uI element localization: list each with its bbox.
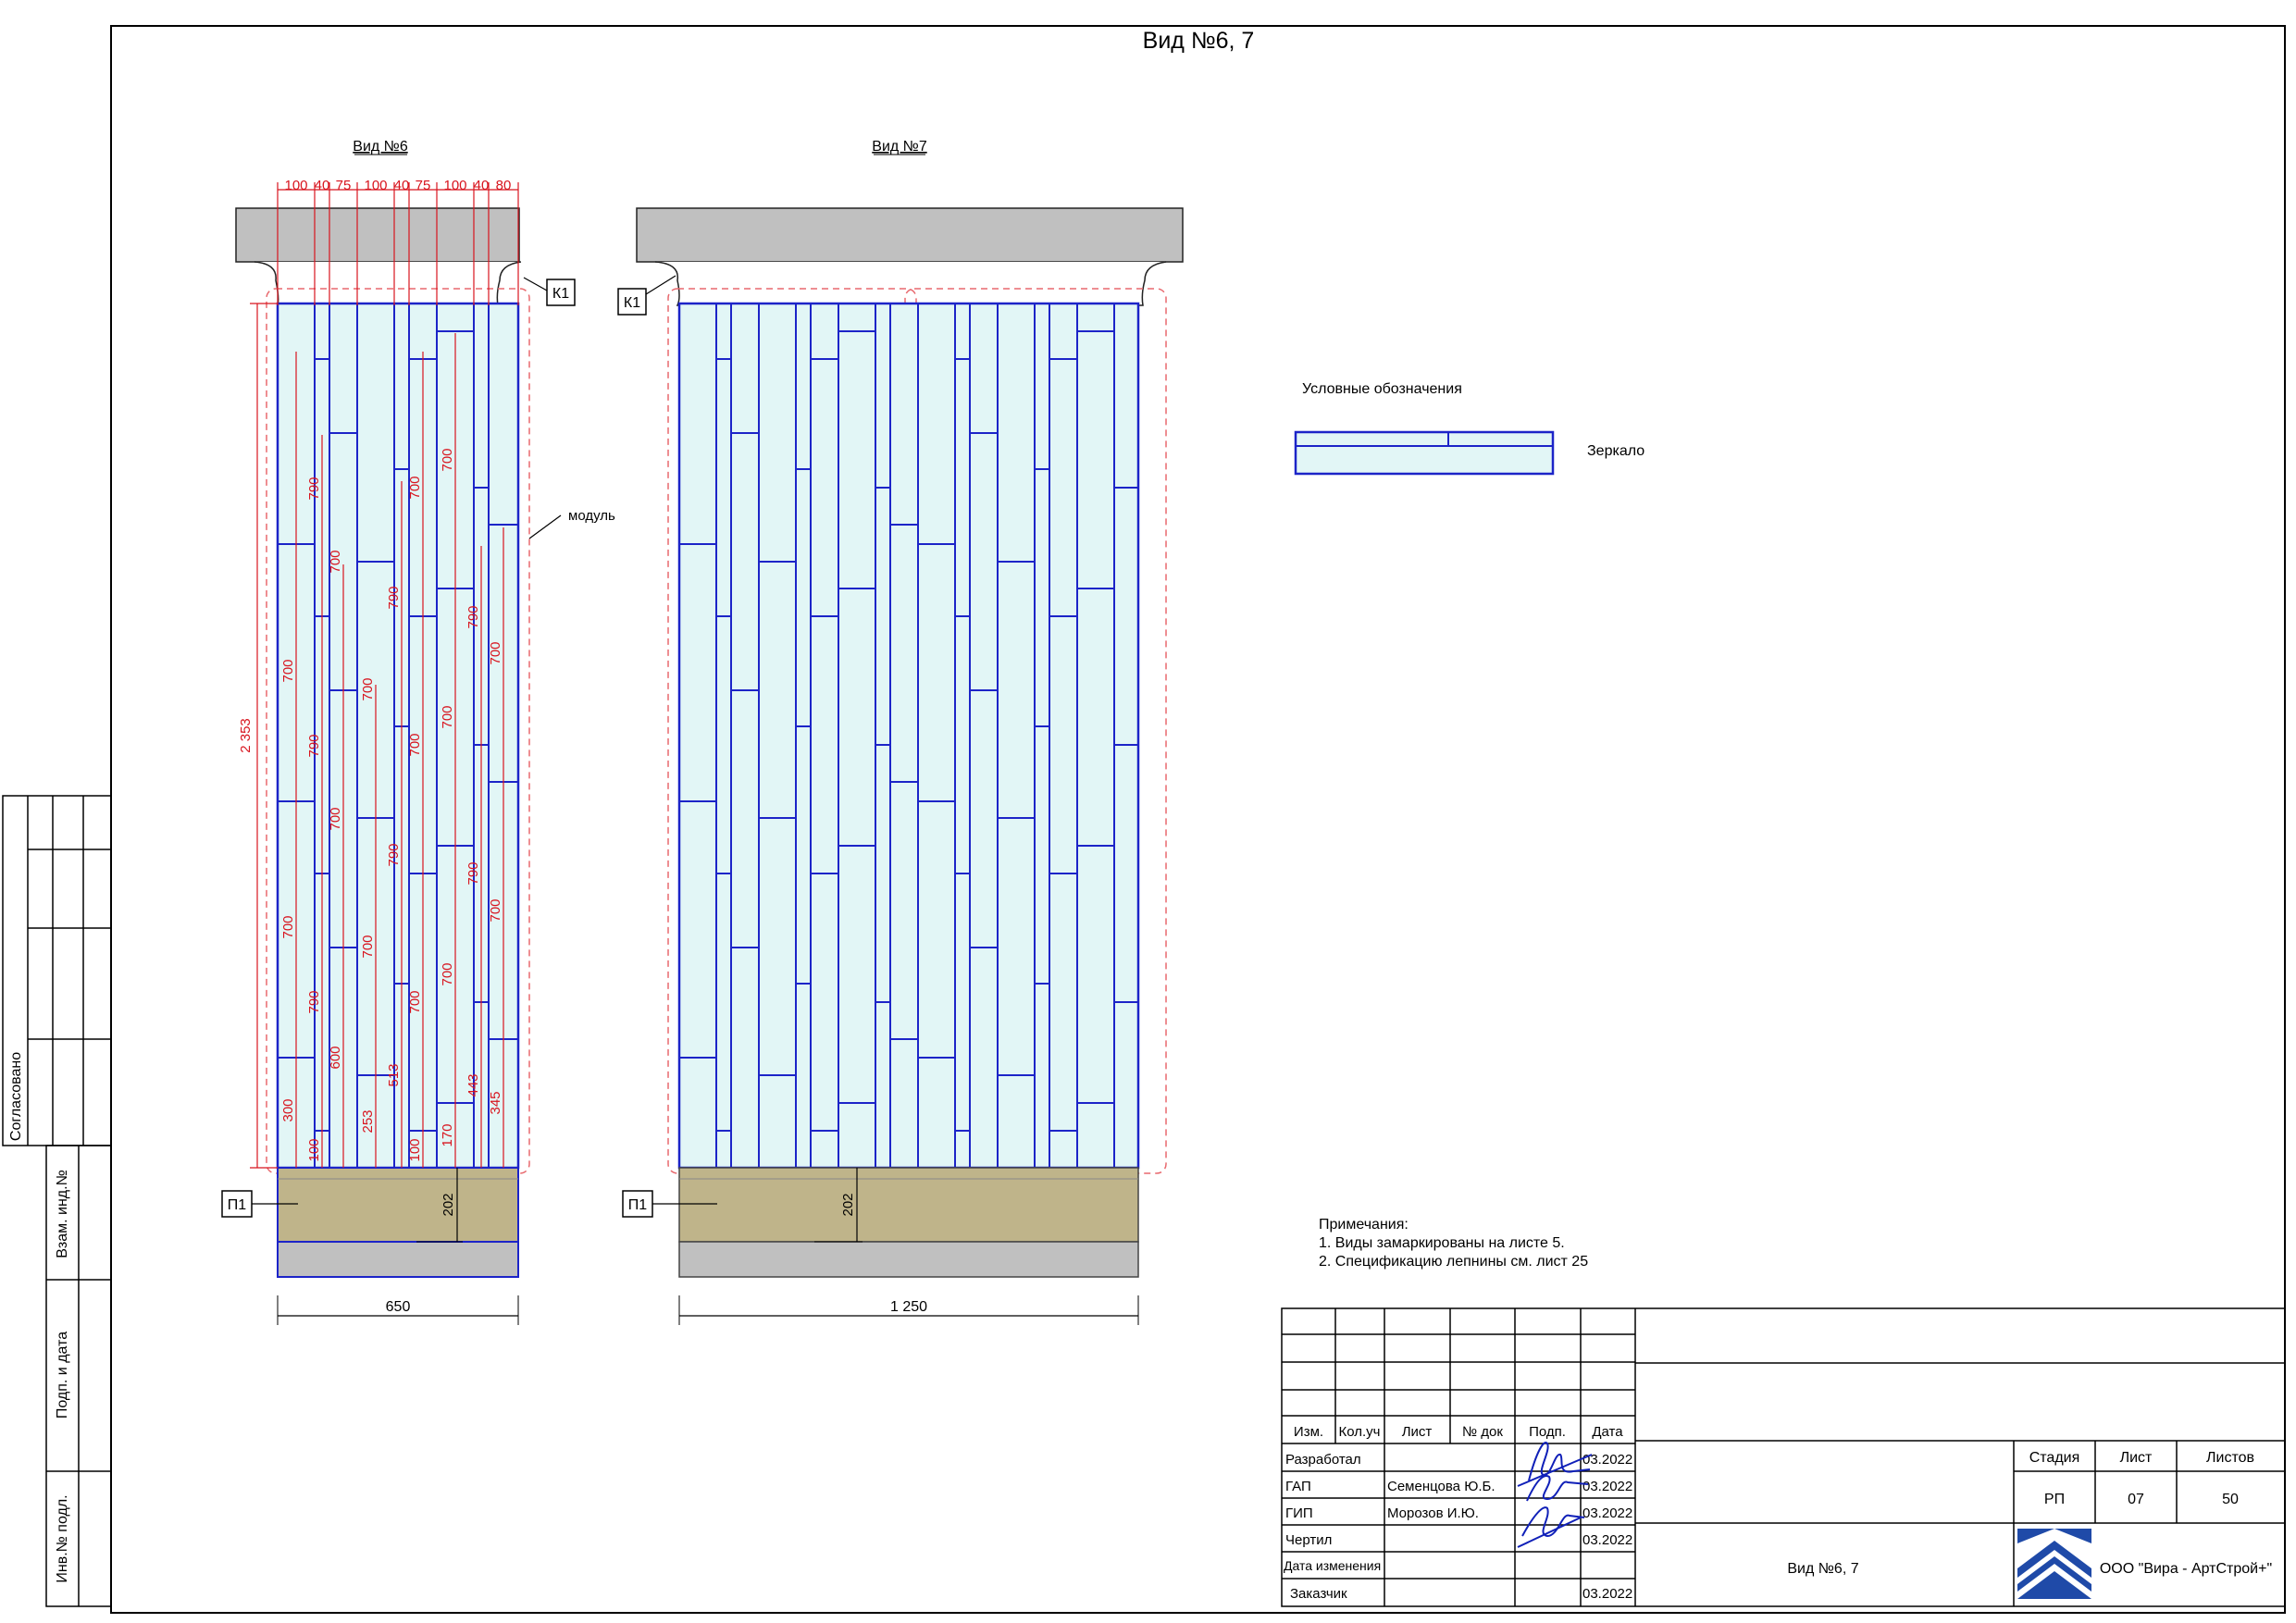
tb-row-customer: Заказчик [1290,1586,1347,1602]
dim-p3: 300 [280,1098,296,1122]
dim-p27: 443 [465,1073,481,1097]
dim-top-4: 100 [364,178,388,193]
callout-p1-v6-text: П1 [227,1197,247,1213]
notes-title: Примечания: [1319,1217,1409,1233]
tb-date-customer: 03.2022 [1582,1586,1633,1602]
dim-p21: 700 [440,448,455,472]
view6-cornice-molding [254,262,521,305]
dim-width7: 1 250 [889,1299,928,1315]
legend-mirror-label: Зеркало [1587,443,1645,459]
dim-p2: 700 [280,915,296,939]
title-block-text [1284,1424,2272,1602]
dim-p22: 700 [440,705,455,729]
dim-p19: 700 [407,990,423,1014]
dim-p23: 700 [440,962,455,986]
tb-sheets-label: Листов [2206,1450,2254,1466]
dim-p7: 100 [306,1138,322,1162]
dim-p17: 700 [407,476,423,500]
tb-header-doc: № док [1462,1424,1503,1440]
dim-p1: 700 [280,659,296,683]
stamp-inv-orig: Инв.№ подл. [55,1494,70,1583]
dim-p5: 790 [306,734,322,758]
view-7 [618,139,1183,1325]
tb-company: ООО "Вира - АртСтрой+" [2099,1561,2273,1577]
legend-title: Условные обозначения [1302,381,1462,397]
tb-header-sign: Подп. [1529,1424,1566,1440]
tb-stage-label: Стадия [2029,1450,2080,1466]
dim-top-5: 40 [393,178,410,193]
notes [1319,1217,1588,1270]
callout-k1-v6-text: К1 [552,286,570,302]
tb-row-changed: Дата изменения [1284,1558,1382,1573]
stamp-inv-replace: Взам. инд.№ [55,1170,70,1258]
dim-p25: 790 [465,605,481,629]
dim-p26: 790 [465,861,481,886]
view7-cornice [637,208,1183,262]
view7-floor [679,1242,1138,1277]
dim-top-8: 40 [473,178,490,193]
dim-width6: 650 [385,1299,411,1315]
dim-p30: 345 [488,1091,503,1115]
dim-top-9: 80 [495,178,512,193]
dim-p4: 790 [306,477,322,501]
callout-p1-v7-text: П1 [627,1197,648,1213]
tb-name-gap: Семенцова Ю.Б. [1387,1479,1496,1494]
tb-stage: РП [2043,1492,2066,1507]
dim-p9: 700 [328,807,343,831]
dim-p8: 700 [328,550,343,574]
callout-k1-v7-text: К1 [623,295,641,311]
dim-p28: 700 [488,641,503,665]
tb-header-izm: Изм. [1293,1424,1324,1440]
dim-p20: 100 [407,1138,423,1162]
tb-date-gap: 03.2022 [1582,1479,1633,1494]
dim-top-7: 100 [443,178,467,193]
tb-sheets-total: 50 [2222,1492,2239,1507]
dim-p12: 700 [360,935,376,959]
stamp-agreed: Согласовано [8,1051,24,1142]
tb-row-gap: ГАП [1285,1479,1311,1494]
stamp-sign-date: Подп. и дата [55,1331,70,1419]
view6-label: Вид №6 [353,139,408,155]
dim-p15: 790 [386,843,402,867]
tb-name-gip: Морозов И.Ю. [1387,1505,1479,1521]
view7-label: Вид №7 [872,139,927,155]
tb-sheet-no: 07 [2128,1492,2144,1507]
legend [1296,381,1644,474]
dim-top-6: 75 [415,178,431,193]
tb-row-gip: ГИП [1285,1505,1313,1521]
view6-floor [278,1242,518,1277]
callout-module: модуль [568,508,615,524]
dim-height-total: 2 353 [238,718,254,753]
tb-row-draw: Чертил [1285,1532,1333,1548]
tb-header-kol: Кол.уч [1338,1424,1381,1440]
note-1: 1. Виды замаркированы на листе 5. [1319,1235,1565,1251]
dim-p11: 700 [360,677,376,701]
dim-p29: 700 [488,898,503,923]
view6-cornice [236,208,519,262]
dim-p24: 170 [440,1123,455,1147]
dim-p18: 700 [407,733,423,757]
legend-mirror-swatch [1296,432,1553,474]
tb-header-date: Дата [1592,1424,1623,1440]
tb-row-dev: Разработал [1285,1452,1361,1468]
tb-date-draw: 03.2022 [1582,1532,1633,1548]
dim-p14: 790 [386,586,402,610]
note-2: 2. Спецификацию лепнины см. лист 25 [1319,1254,1589,1270]
dim-base6: 202 [441,1193,456,1217]
sheet-title: Вид №6, 7 [1142,28,1255,54]
dim-p13: 253 [360,1109,376,1134]
tb-sheet-label: Лист [2119,1450,2153,1466]
tb-date-dev: 03.2022 [1582,1452,1633,1468]
company-logo-icon [2017,1529,2091,1601]
dim-top-3: 75 [335,178,352,193]
dim-p10: 600 [328,1046,343,1070]
dim-base7: 202 [840,1193,856,1217]
tb-header-list: Лист [1401,1424,1433,1440]
tb-date-gip: 03.2022 [1582,1505,1633,1521]
dim-p6: 790 [306,990,322,1014]
view-6 [222,139,615,1325]
dim-top-1: 100 [284,178,308,193]
tb-drawing-name: Вид №6, 7 [1787,1561,1859,1577]
dim-top-2: 40 [314,178,330,193]
dim-p16: 513 [386,1063,402,1087]
view7-cornice-molding [655,262,1166,305]
